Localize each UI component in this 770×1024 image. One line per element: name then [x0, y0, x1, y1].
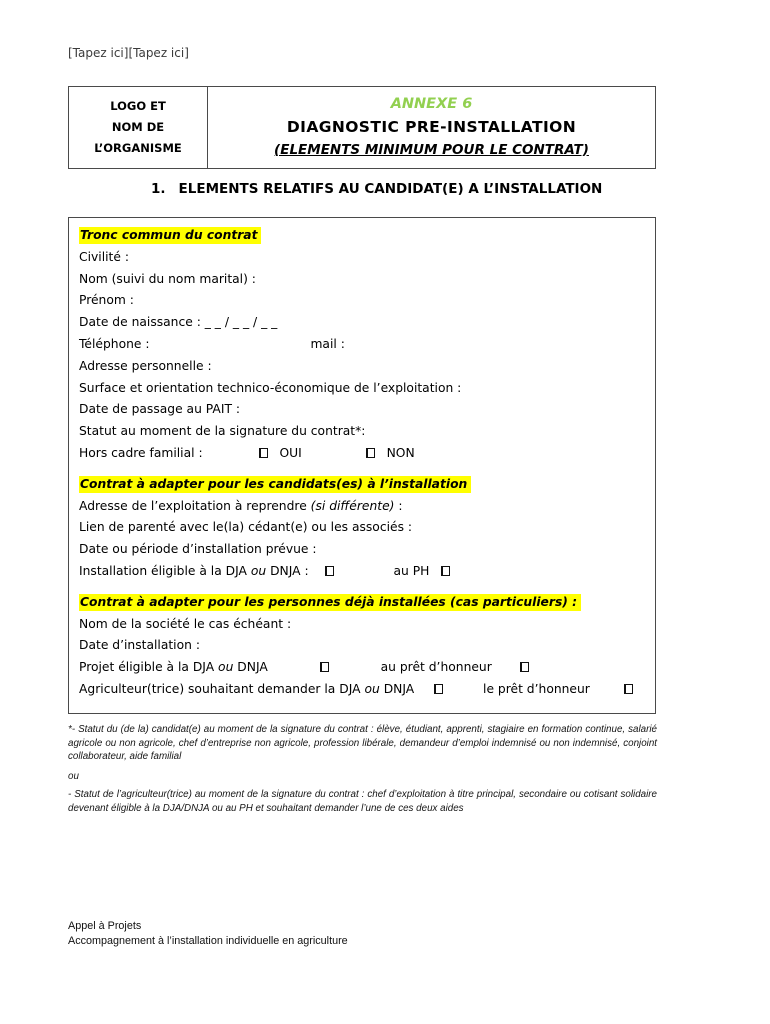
pret-honneur-label: au prêt d’honneur: [380, 660, 492, 675]
footnote-1: *- Statut du (de la) candidat(e) au moment de la signature du contrat : élève, étudiant, apprenti, stagiaire en formation continue, salarié agricole ou non agricole, chef d’entreprise non agricole, profession libérale, demandeur d’emploi indemnisé ou non indemnisé, conjoint collaborateur, aide familial: [68, 724, 657, 763]
section-title: ELEMENTS RELATIFS AU CANDIDAT(E) A L’INSTALLATION: [178, 181, 603, 197]
date-pait-field: Date de passage au PAIT :: [79, 402, 241, 417]
tapez-ici-placeholder[interactable]: [Tapez ici][Tapez ici]: [68, 46, 189, 60]
installation-eligible-row: [79, 561, 645, 583]
title-cell: [208, 87, 656, 169]
checkbox-projet-dja-icon[interactable]: [320, 662, 329, 672]
au-ph-label: au PH: [393, 563, 430, 578]
logo-line: L’ORGANISME: [94, 141, 182, 155]
logo-line: NOM DE: [111, 120, 165, 134]
agriculteur-row: [79, 679, 645, 701]
le-pret-honneur-label: le prêt d’honneur: [483, 681, 590, 696]
footnote-ou: ou: [68, 770, 79, 782]
adresse-exploitation-field: [79, 496, 645, 518]
tronc-commun-header: Tronc commun du contrat: [79, 227, 261, 244]
annexe-label: ANNEXE 6: [390, 95, 473, 112]
telephone-field: Téléphone :: [79, 336, 150, 351]
section-number: 1.: [151, 181, 166, 197]
dnja-label: DNJA: [233, 660, 268, 675]
form-box: [68, 217, 656, 714]
footer-line-2: Accompagnement à l’installation individuelle en agriculture: [68, 934, 348, 947]
ou-word: ou: [364, 681, 380, 696]
adresse-personnelle-field: Adresse personnelle :: [79, 358, 212, 373]
installes-header-row: [79, 592, 645, 614]
hors-cadre-row: [79, 443, 645, 465]
telephone-mail-row: [79, 334, 645, 356]
lien-parente-field: Lien de parenté avec le(la) cédant(e) ou les associés :: [79, 520, 413, 535]
prenom-field: Prénom :: [79, 293, 134, 308]
footnotes: [68, 723, 657, 816]
logo-cell: [69, 87, 208, 169]
dnja-label: DNJA :: [266, 563, 309, 578]
checkbox-agri-dja-icon[interactable]: [434, 684, 443, 694]
si-differente-label: (si différente): [310, 498, 395, 513]
oui-label: OUI: [279, 445, 302, 460]
date-naissance-field: Date de naissance : _ _ / _ _ / _ _: [79, 315, 278, 330]
checkbox-non-icon[interactable]: [366, 448, 375, 458]
date-installation-field: Date d’installation :: [79, 638, 200, 653]
checkbox-agri-ph-icon[interactable]: [624, 684, 633, 694]
hors-cadre-label: Hors cadre familial :: [79, 445, 203, 460]
checkbox-ph-icon[interactable]: [441, 566, 450, 576]
header-table: [68, 86, 656, 169]
logo-line: LOGO ET: [110, 99, 166, 113]
agriculteur-label: Agriculteur(trice) souhaitant demander la DJA: [79, 681, 365, 696]
document-title: DIAGNOSTIC PRE-INSTALLATION: [286, 117, 577, 136]
footer-line-1: Appel à Projets: [68, 920, 142, 932]
statut-field: Statut au moment de la signature du contrat*:: [79, 424, 366, 439]
nom-societe-field: Nom de la société le cas échéant :: [79, 616, 292, 631]
surface-field: Surface et orientation technico-économique de l’exploitation :: [79, 380, 462, 395]
adresse-exploitation-label: Adresse de l’exploitation à reprendre: [79, 498, 311, 513]
candidats-header-row: [79, 474, 645, 496]
projet-eligible-row: [79, 657, 645, 679]
dnja-label: DNJA: [379, 681, 415, 696]
checkbox-dja-icon[interactable]: [325, 566, 334, 576]
checkbox-projet-ph-icon[interactable]: [520, 662, 529, 672]
checkbox-oui-icon[interactable]: [259, 448, 268, 458]
civilite-field: Civilité :: [79, 249, 129, 264]
candidats-header: Contrat à adapter pour les candidats(es) à l’installation: [79, 476, 471, 493]
page-footer: [68, 919, 348, 948]
installes-header: Contrat à adapter pour les personnes déjà installées (cas particuliers) :: [79, 594, 581, 611]
adresse-exploitation-colon: :: [394, 498, 403, 513]
non-label: NON: [386, 445, 415, 460]
document-subtitle: (ELEMENTS MINIMUM POUR LE CONTRAT): [274, 141, 589, 158]
projet-eligible-label: Projet éligible à la DJA: [79, 660, 219, 675]
date-prevue-field: Date ou période d’installation prévue :: [79, 542, 317, 557]
ou-word: ou: [250, 563, 267, 578]
ou-word: ou: [218, 660, 234, 675]
tronc-commun-header-row: [79, 225, 645, 247]
section-1-heading: [151, 181, 602, 197]
footnote-2: - Statut de l’agriculteur(trice) au moment de la signature du contrat : chef d’exploitation à titre principal, secondaire ou cotisant solidaire devenant éligible à la DJA/DNJA ou au PH et souhaitant demander l’une de ces deux aides: [68, 789, 657, 814]
nom-field: Nom (suivi du nom marital) :: [79, 271, 256, 286]
mail-field: mail :: [310, 336, 345, 351]
installation-eligible-label: Installation éligible à la DJA: [79, 563, 251, 578]
